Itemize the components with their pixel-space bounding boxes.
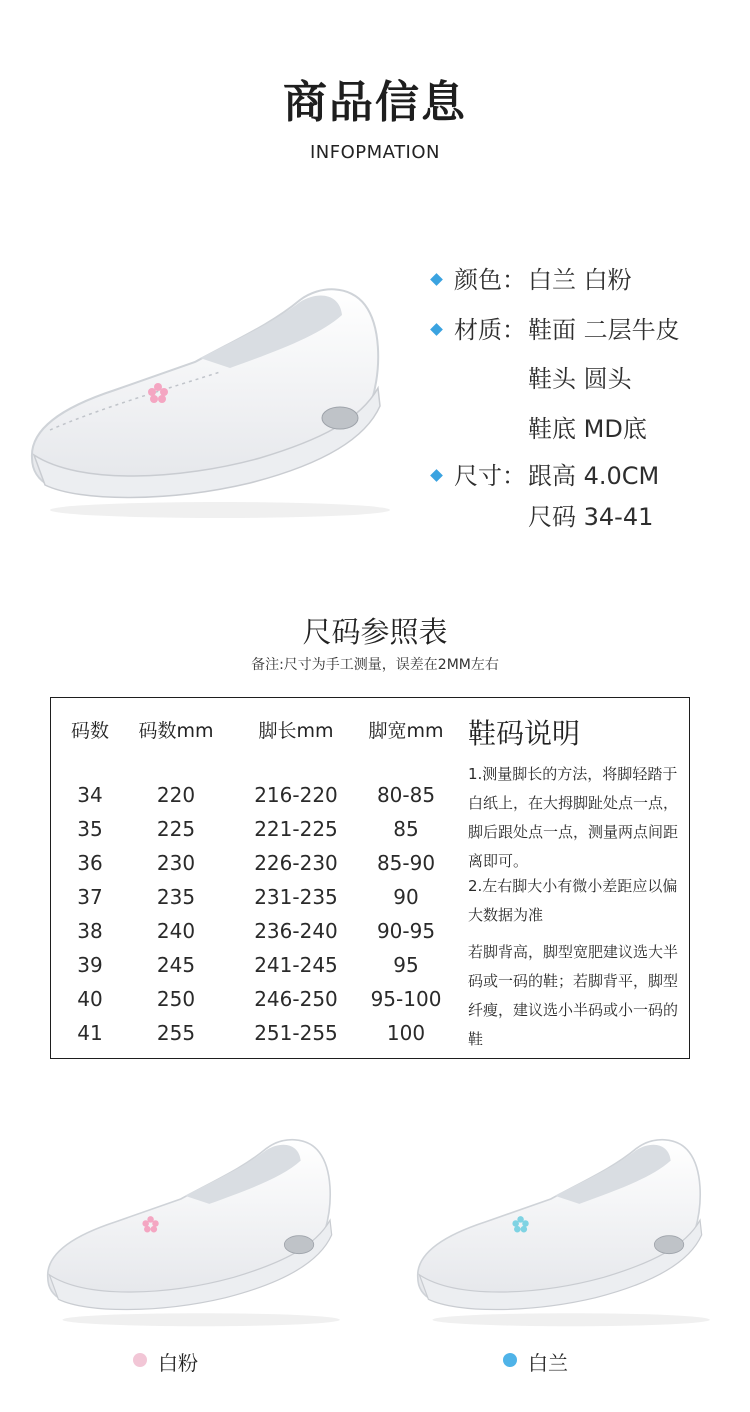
- shoe-image-white-pink: [38, 1130, 348, 1330]
- table-cell: 241-245: [254, 953, 338, 977]
- table-cell: 235: [156, 885, 196, 909]
- col-header-size: 码数: [70, 720, 109, 742]
- table-cell: 225: [156, 817, 196, 841]
- page-title: 商品信息: [283, 77, 467, 128]
- explain-paragraph-1: 1.测量脚长的方法，将脚轻踏于白纸上，在大拇脚趾处点一点，脚后跟处点一点，测量两点间距离即可。: [468, 765, 679, 870]
- table-cell: 220: [156, 783, 196, 807]
- size-chart-note: 备注:尺寸为手工测量，误差在2MM左右: [251, 657, 499, 673]
- explain-title: 鞋码说明: [468, 717, 581, 750]
- table-cell: 34: [77, 783, 103, 807]
- table-cell: 240: [156, 919, 196, 943]
- col-header-size-mm: 码数mm: [138, 720, 214, 742]
- shoe-image-white-blue: [408, 1130, 718, 1330]
- table-cell: 95-100: [370, 987, 442, 1011]
- swatch-dot-pink: [133, 1353, 147, 1367]
- table-cell: 37: [77, 885, 103, 909]
- table-cell: 90: [393, 885, 419, 909]
- table-cell: 35: [77, 817, 103, 841]
- table-cell: 90-95: [376, 919, 436, 943]
- page-subtitle: INFOPMATION: [309, 142, 441, 163]
- explain-paragraph-3: 若脚背高，脚型宽肥建议选大半码或一码的鞋；若脚背平，脚型纤瘦，建议选小半码或小一码的鞋: [468, 943, 679, 1048]
- table-cell: 221-225: [254, 817, 338, 841]
- table-cell: 95: [393, 953, 419, 977]
- info-color-row: [432, 265, 732, 295]
- variant-label-pink: 白粉: [158, 1351, 198, 1375]
- table-cell: 39: [77, 953, 103, 977]
- material-upper: 鞋面 二层牛皮: [528, 316, 680, 344]
- diamond-bullet-icon: [430, 323, 443, 336]
- table-cell: 251-255: [254, 1021, 338, 1045]
- info-toe-row: 鞋头 圆头: [528, 365, 632, 393]
- size-chart-title: 尺码参照表: [302, 615, 448, 649]
- heel-height: 跟高 4.0CM: [528, 462, 660, 490]
- table-cell: 236-240: [254, 919, 338, 943]
- table-cell: 255: [156, 1021, 196, 1045]
- table-cell: 80-85: [376, 783, 436, 807]
- explain-paragraph-2: 2.左右脚大小有微小差距应以偏大数据为准: [468, 877, 678, 924]
- diamond-bullet-icon: [430, 469, 443, 482]
- table-cell: 246-250: [254, 987, 338, 1011]
- table-cell: 85: [393, 817, 419, 841]
- table-cell: 231-235: [254, 885, 338, 909]
- diamond-bullet-icon: [430, 273, 443, 286]
- color-label: 颜色：: [454, 266, 526, 294]
- table-cell: 230: [156, 851, 196, 875]
- table-cell: 250: [156, 987, 196, 1011]
- table-cell: 216-220: [254, 783, 338, 807]
- table-cell: 100: [386, 1021, 426, 1045]
- table-cell: 36: [77, 851, 103, 875]
- col-header-foot-width: 脚宽mm: [368, 720, 444, 742]
- table-cell: 245: [156, 953, 196, 977]
- variant-label-blue: 白兰: [528, 1351, 568, 1375]
- color-value: 白兰 白粉: [528, 266, 632, 294]
- table-cell: 41: [77, 1021, 103, 1045]
- info-size-row: [432, 461, 732, 491]
- table-cell: 226-230: [254, 851, 338, 875]
- info-size-range: 尺码 34-41: [528, 503, 654, 531]
- swatch-dot-blue: [503, 1353, 517, 1367]
- material-label: 材质：: [454, 316, 526, 344]
- col-header-foot-length: 脚长mm: [258, 720, 334, 742]
- info-sole-row: 鞋底 MD底: [528, 415, 647, 443]
- info-material-row: [432, 315, 732, 345]
- table-cell: 40: [77, 987, 103, 1011]
- shoe-image-main: [20, 280, 400, 520]
- table-cell: 85-90: [376, 851, 436, 875]
- size-label: 尺寸：: [454, 462, 526, 490]
- table-cell: 38: [77, 919, 103, 943]
